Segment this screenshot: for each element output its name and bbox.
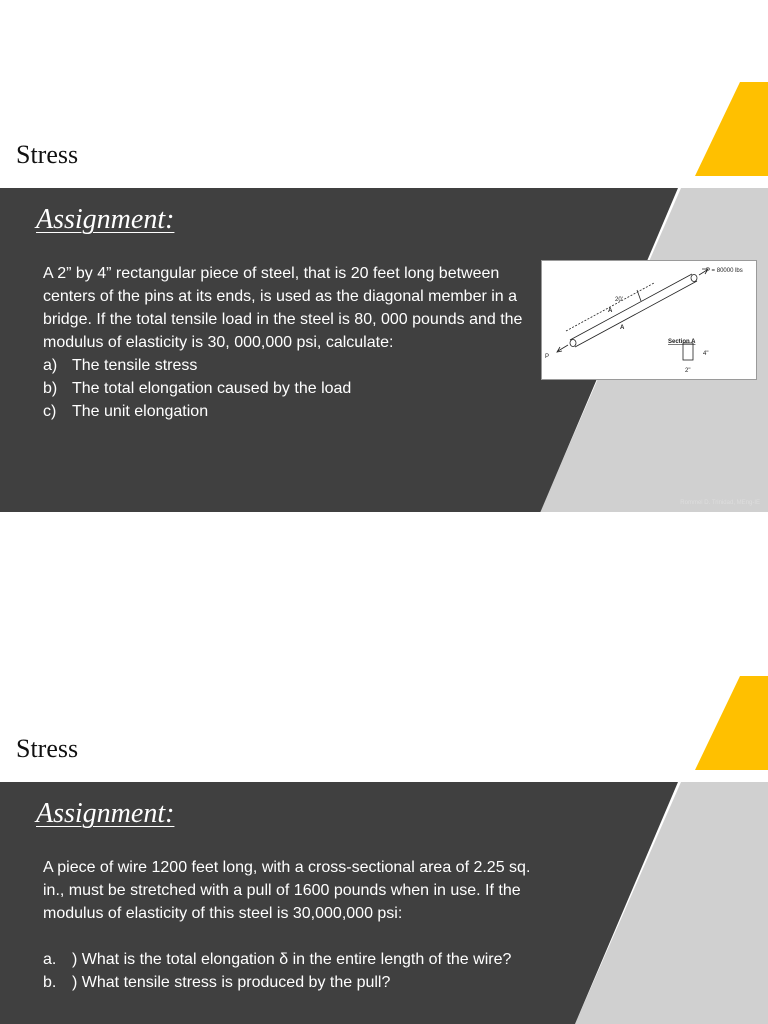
assignment-heading: Assignment: bbox=[36, 204, 175, 235]
diagonal-member-diagram bbox=[542, 261, 756, 379]
yellow-accent-shape bbox=[695, 676, 768, 770]
yellow-accent-shape bbox=[695, 82, 768, 176]
svg-text:P = 80000 lbs: P = 80000 lbs bbox=[706, 268, 743, 274]
svg-text:Section A: Section A bbox=[668, 339, 696, 345]
svg-text:P: P bbox=[545, 354, 550, 360]
question-list bbox=[43, 354, 543, 423]
slide-title: Stress bbox=[16, 734, 79, 763]
list-item: a. ) What is the total elongation δ in the entire length of the wire? bbox=[43, 951, 512, 968]
steel-member-figure bbox=[541, 260, 757, 380]
list-item: b. ) What tensile stress is produced by the pull? bbox=[43, 974, 391, 991]
assignment-heading: Assignment: bbox=[36, 798, 175, 829]
assignment-body bbox=[43, 262, 543, 423]
svg-text:4": 4" bbox=[703, 351, 709, 357]
svg-text:A: A bbox=[620, 325, 625, 331]
slide-2 bbox=[0, 594, 768, 1024]
list-item: a) The tensile stress bbox=[43, 357, 198, 374]
svg-text:20': 20' bbox=[615, 297, 623, 303]
assignment-paragraph: A piece of wire 1200 feet long, with a cross-sectional area of 2.25 sq. in., must be stretched with a pull of 1600 pounds when in use. If the modulus of elasticity of this steel is 30,000,000 psi: bbox=[43, 859, 531, 922]
author-credit: Rommel D. Trinidad, MEng-IE bbox=[680, 500, 760, 506]
list-item: b) The total elongation caused by the load bbox=[43, 380, 352, 397]
assignment-body bbox=[43, 856, 543, 994]
svg-text:A: A bbox=[608, 308, 613, 314]
list-item: c) The unit elongation bbox=[43, 403, 209, 420]
slide-title: Stress bbox=[16, 140, 79, 169]
assignment-paragraph: A 2” by 4” rectangular piece of steel, that is 20 feet long between centers of the pins at its ends, is used as the diagonal member in a bridge. If the total tensile load in the steel is 80, 000 pounds and the modulus of elasticity is 30, 000,000 psi, calculate: bbox=[43, 265, 523, 351]
svg-text:2": 2" bbox=[685, 368, 691, 374]
question-list bbox=[43, 948, 543, 994]
